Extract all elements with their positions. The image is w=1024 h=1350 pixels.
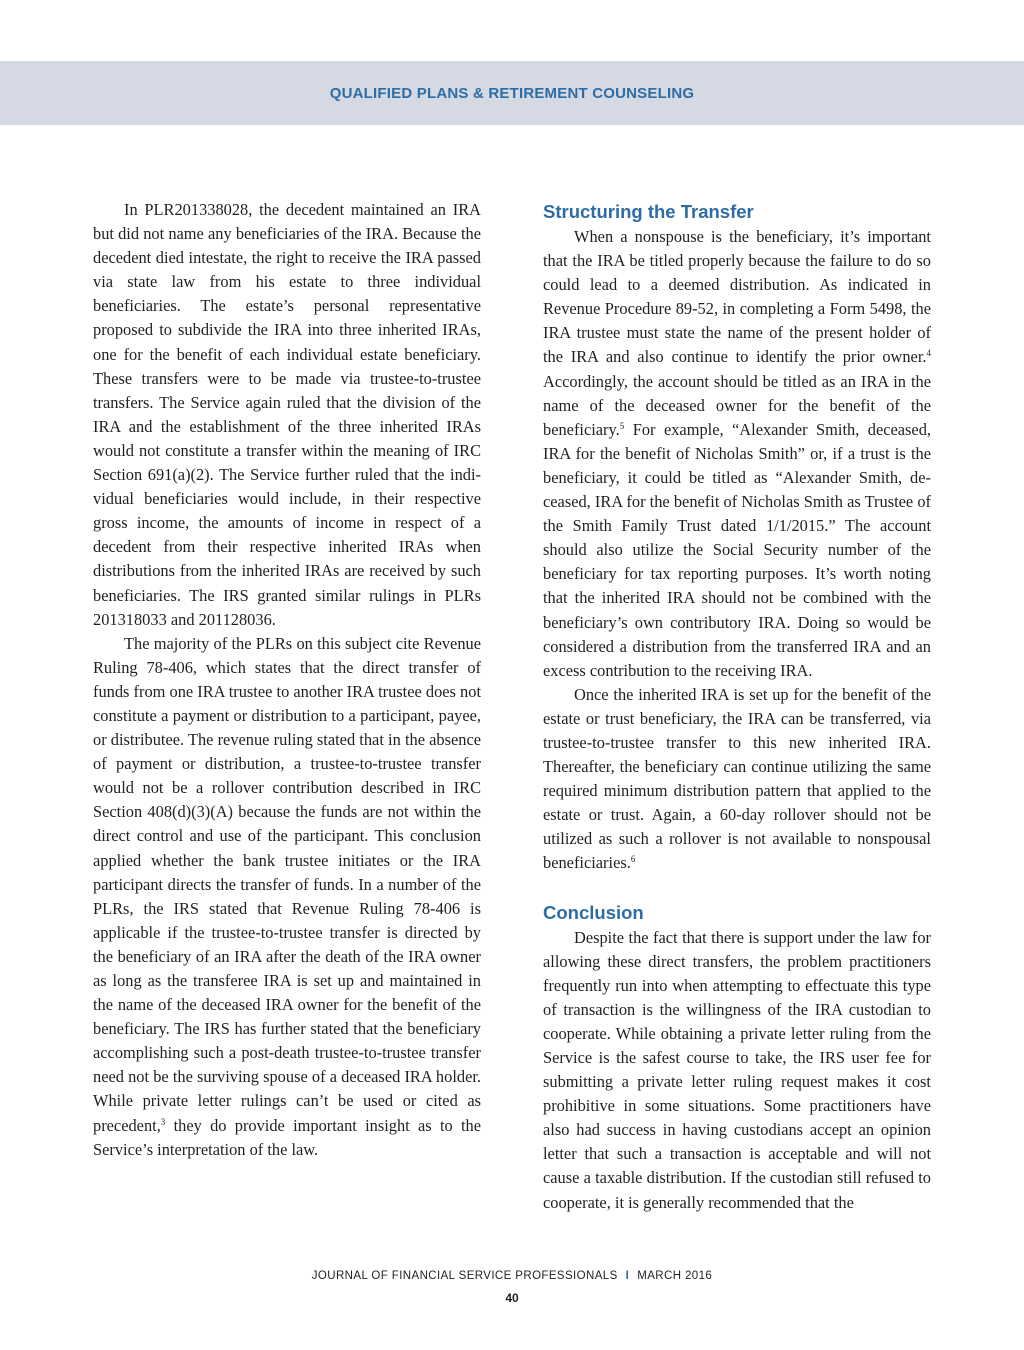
paragraph — [543, 683, 931, 876]
paragraph-text: Despite the fact that there is support under the law for allowing these direct transfers, the problem practitioners frequently run into when attempting to effectuate this type of transaction is the willingness of the IRA custodian to cooperate. While obtaining a private letter ruling from the Service is the safest course to take, the IRS user fee for submitting a private letter ruling request makes it cost prohibitive in some situations. Some practitioners have also had success in having custodians accept an opinion letter that such a transaction is acceptable and will not cause a taxable distribution. If the custodian still refused to cooperate, it is generally recommended that the — [543, 927, 931, 1212]
section-heading: Conclusion — [543, 901, 644, 923]
paragraph-text: In PLR201338028, the decedent maintained an IRA but did not name any beneficiaries of the IRA. Because the decedent died intestate, the right to receive the IRA passed via state law from his estate to three individual beneficiaries. The estate’s personal representative proposed to subdivide the IRA into three inherited IRAs, one for the benefit of each individual estate beneficiary. These transfers were to be made via trustee-to-trustee transfers. The Service again ruled that the division of the IRA and the establishment of the three inherited IRAs would not constitute a transfer within the meaning of IRC Section 691(a)(2). The Service further ruled that the individual beneficiaries would include, in their respective gross income, the amounts of income in respect of a decedent from their respective inherited IRAs when distributions from the inherited IRAs are received by such beneficiaries. The IRS granted similar rulings in PLRs 201318033 and 201128036. — [93, 200, 481, 629]
paragraph-text: Accordingly, the account should be titled as an IRA in the name of the deceased owner for the benefit of the beneficiary. — [543, 371, 931, 439]
paragraph-text: For example, “Alexander Smith, deceased, IRA for the benefit of Nicholas Smith” or, if a trust is the beneficiary, it could be titled as “Alexander Smith, deceased, IRA for the benefit of Nicholas Smith as Trustee of the Smith Family Trust dated 1/1/2015.” The account should also utilize the Social Security number of the beneficiary for tax reporting purposes. It’s worth noting that the inherited IRA should not be combined with the beneficiary’s own contributory IRA. Doing so would be considered a distribution from the transferred IRA and an excess contribution to the receiving IRA. — [543, 419, 931, 680]
footnote-ref: 6 — [630, 854, 636, 865]
page-number: 40 — [505, 1291, 519, 1305]
section-title: QUALIFIED PLANS & RETIREMENT COUNSELING — [329, 84, 695, 102]
left-column — [93, 198, 481, 1162]
section-banner — [0, 61, 1024, 125]
footer-separator: I — [625, 1270, 630, 1282]
paragraph — [543, 926, 931, 1215]
footer — [0, 1270, 1024, 1282]
issue-date: MARCH 2016 — [637, 1270, 713, 1282]
paragraph-text: When a nonspouse is the beneficiary, it’s important that the IRA be titled properly because the failure to do so could lead to a deemed distribution. As indicated in Revenue Procedure 89-52, in completing a Form 5498, the IRA trustee must state the name of the present holder of the IRA and also continue to identify the prior owner. — [543, 227, 931, 367]
paragraph — [543, 225, 931, 683]
paragraph-text: The majority of the PLRs on this subject cite Revenue Ruling 78-406, which states that the direct transfer of funds from one IRA trustee to another IRA trustee does not constitute a payment or distribution to a participant, payee, or distributee. The revenue ruling stated that in the absence of payment or distribution, a trustee-to-trustee transfer would not be a rollover contribution described in IRC Section 408(d)(3)(A) because the funds are not within the direct control and use of the participant. This conclusion applied whether the bank trustee initiates or the IRA participant directs the transfer of funds. In a number of the PLRs, the IRS stated that Revenue Ruling 78-406 is applicable if the trustee-to-trustee transfer is directed by the beneficiary of an IRA after the death of the IRA owner as long as the transferee IRA is set up and maintained in the name of the deceased IRA owner for the benefit of the beneficiary. The IRS has further stated that the beneficiary accomplishing such a post-death trustee-to-trustee transfer need not be the surviving spouse of a deceased IRA holder. While private letter rulings can’t be used or cited as precedent, — [93, 633, 481, 1135]
footnote-ref: 5 — [619, 420, 625, 431]
right-column — [543, 199, 931, 1215]
paragraph-text: they do provide important insight as to the Service’s interpretation of the law. — [93, 1115, 481, 1159]
journal-name: JOURNAL OF FINANCIAL SERVICE PROFESSIONALS — [311, 1270, 618, 1282]
paragraph-text: Once the inherited IRA is set up for the benefit of the estate or trust beneficiary, the IRA can be transferred, via trustee-to-trustee transfer to this new inherited IRA. Thereafter, the beneficiary can continue utilizing the same required minimum distribution pattern that applied to the estate or trust. Again, a 60-day rollover should not be utilized as such a rollover is not available to nonspousal beneficiaries. — [543, 684, 931, 873]
footnote-ref: 4 — [926, 348, 931, 359]
paragraph — [93, 198, 481, 632]
footnote-ref: 3 — [160, 1116, 166, 1127]
section-heading: Structuring the Transfer — [543, 201, 754, 222]
paragraph — [93, 632, 481, 1162]
